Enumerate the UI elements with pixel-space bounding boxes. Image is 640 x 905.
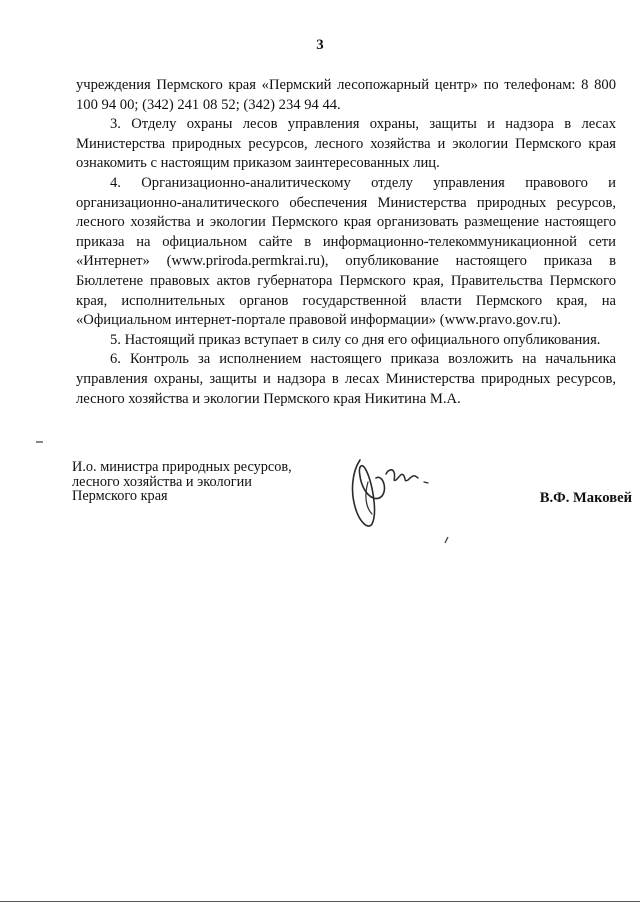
paragraph-3: 3. Отделу охраны лесов управления охраны, защиты и надзора в лесах Министерства природных ресурсов, лесного хозяйства и экологии Пермского края ознакомить с настоящим приказом заинтересованных лиц. [76,116,616,172]
page-number: 3 [316,37,324,53]
signatory-title [72,460,342,504]
paragraph-4: 4. Организационно-аналитическому отделу управления правового и организационно-аналитического обеспечения Министерства природных ресурсов, лесного хозяйства и экологии Пермского края организовать размещение настоящего приказа на официальном сайте в информационно-телекоммуникационной сети «Интернет» (www.priroda.permkrai.ru), опубликование настоящего приказа в Бюллетене правовых актов губернатора Пермского края, Правительства Пермского края, исполнительных органов государственной власти Пермского края, на «Официальном интернет-портале правовой информации» (www.pravo.gov.ru). [76,174,616,329]
scan-edge-line [0,901,640,902]
paragraph-5: 5. Настоящий приказ вступает в силу со дня его официального опубликования. [110,331,601,348]
signatory-title-line: И.о. министра природных ресурсов, [72,459,292,475]
signatory-name: В.Ф. Маковей [539,490,632,506]
signature-block [72,460,632,530]
signatory-title-line: Пермского края [72,488,168,504]
paragraph-continuation: учреждения Пермского края «Пермский лесопожарный центр» по телефонам: 8 800 100 94 00; (342) 241 08 52; (342) 234 94 44. [76,77,616,113]
scan-mark [36,440,44,444]
signatory-title-line: лесного хозяйства и экологии [72,473,252,490]
scan-mark [444,536,450,544]
paragraph-6: 6. Контроль за исполнением настоящего приказа возложить на начальника управления охраны, защиты и надзора в лесах Министерства природных ресурсов, лесного хозяйства и экологии Пермского края Никитина М.А. [76,351,616,407]
handwritten-signature [342,452,442,537]
document-body [76,76,616,409]
